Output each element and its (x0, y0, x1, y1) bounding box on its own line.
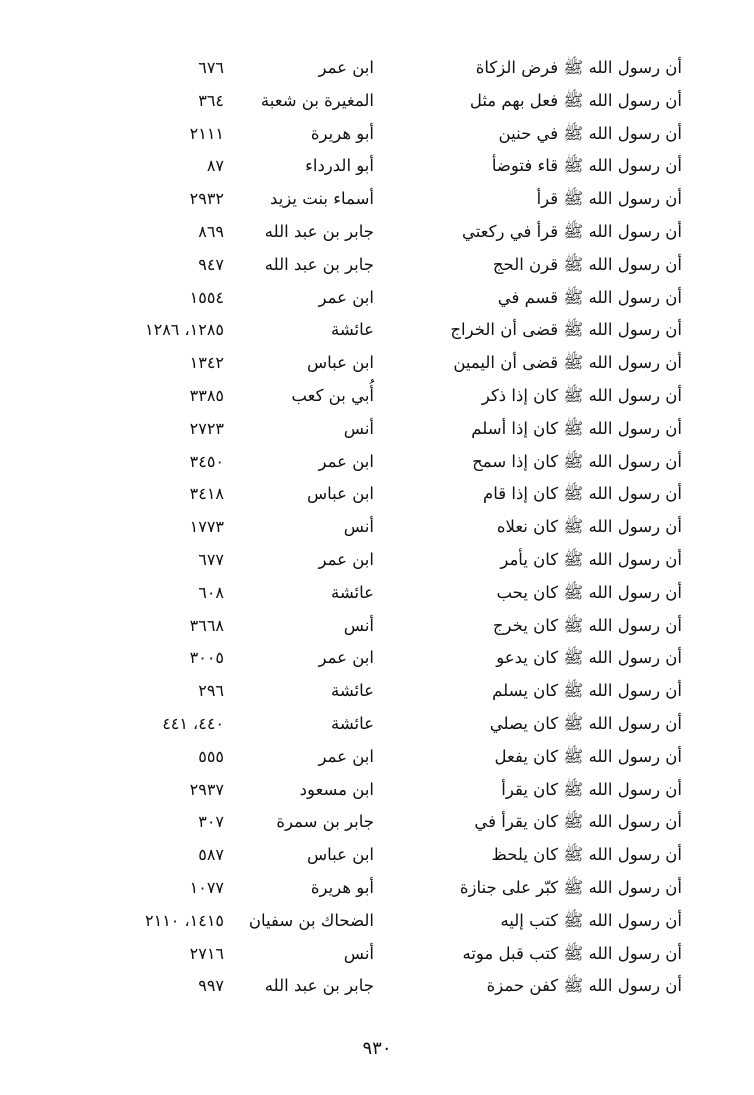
hadith-opening-text: أن رسول الله ﷺ قاء فتوضأ (491, 156, 682, 176)
hadith-opening-text: أن رسول الله ﷺ كان يلحظ (491, 845, 682, 865)
hadith-opening-text: أن رسول الله ﷺ كان يقرأ (501, 779, 682, 799)
index-row (0, 708, 754, 741)
hadith-opening-text: أن رسول الله ﷺ قسم في (497, 287, 682, 307)
hadith-number: ٣٣٨٥ (189, 385, 224, 405)
index-row (0, 544, 754, 577)
index-row (0, 675, 754, 708)
hadith-number: ٢٩٣٢ (189, 189, 224, 209)
hadith-opening-text: أن رسول الله ﷺ كان يدعو (496, 648, 682, 668)
index-row (0, 446, 754, 479)
narrator-name: ابن عمر (318, 287, 374, 307)
narrator-name: أنس (343, 418, 374, 438)
hadith-number: ٣٠٠٥ (189, 648, 224, 668)
index-row (0, 905, 754, 938)
index-row (0, 970, 754, 1003)
hadith-opening-text: أن رسول الله ﷺ قضى أن اليمين (453, 353, 682, 373)
index-row (0, 938, 754, 971)
narrator-name: ابن مسعود (299, 779, 374, 799)
narrator-name: جابر بن عبد الله (264, 254, 374, 274)
index-row (0, 85, 754, 118)
index-row (0, 249, 754, 282)
hadith-opening-text: أن رسول الله ﷺ كبّر على جنازة (459, 877, 682, 897)
hadith-number: ٥٨٧ (198, 845, 224, 865)
index-row (0, 577, 754, 610)
narrator-name: جابر بن عبد الله (264, 976, 374, 996)
index-row (0, 478, 754, 511)
hadith-opening-text: أن رسول الله ﷺ كفن حمزة (486, 976, 682, 996)
hadith-number: ٨٦٩ (198, 221, 224, 241)
hadith-opening-text: أن رسول الله ﷺ كان إذا سمح (472, 451, 682, 471)
narrator-name: ابن عمر (318, 746, 374, 766)
narrator-name: عائشة (330, 320, 374, 340)
hadith-opening-text: أن رسول الله ﷺ قرأ (536, 189, 682, 209)
hadith-number: ٩٩٧ (198, 976, 224, 996)
hadith-opening-text: أن رسول الله ﷺ كان يقرأ في (474, 812, 682, 832)
index-row (0, 314, 754, 347)
narrator-name: ابن عباس (307, 353, 374, 373)
hadith-number: ١٣٤٢ (189, 353, 224, 373)
hadith-number: ٤٤٠، ٤٤١ (162, 713, 224, 733)
hadith-number: ١٢٨٥، ١٢٨٦ (145, 320, 224, 340)
narrator-name: ابن عباس (307, 484, 374, 504)
hadith-opening-text: أن رسول الله ﷺ فرض الزكاة (475, 58, 682, 77)
narrator-name: أبو الدرداء (305, 156, 374, 176)
narrator-name: جابر بن سمرة (276, 812, 374, 832)
narrator-name: ابن عمر (318, 58, 374, 77)
index-row (0, 872, 754, 905)
narrator-name: أُبي بن كعب (291, 385, 374, 405)
hadith-number: ٣٠٧ (198, 812, 224, 832)
hadith-opening-text: أن رسول الله ﷺ كان إذا أسلم (471, 418, 682, 438)
index-row (0, 380, 754, 413)
hadith-opening-text: أن رسول الله ﷺ كان إذا قام (483, 484, 682, 504)
hadith-opening-text: أن رسول الله ﷺ كتب قبل موته (462, 943, 682, 963)
hadith-number: ١٧٧٣ (189, 517, 224, 537)
hadith-opening-text: أن رسول الله ﷺ كان يحب (496, 582, 682, 602)
index-row (0, 806, 754, 839)
narrator-name: أنس (343, 615, 374, 635)
hadith-number: ١٥٥٤ (189, 287, 224, 307)
index-row (0, 52, 754, 85)
narrator-name: ابن عمر (318, 648, 374, 668)
hadith-number: ٣٦٦٨ (189, 615, 224, 635)
index-row (0, 511, 754, 544)
hadith-number: ٣٤١٨ (189, 484, 224, 504)
hadith-opening-text: أن رسول الله ﷺ كان إذا ذكر (481, 385, 682, 405)
hadith-opening-text: أن رسول الله ﷺ كان يسلم (492, 681, 682, 701)
hadith-number: ٨٧ (206, 156, 224, 176)
page-number: ٩٣٠ (362, 1038, 392, 1059)
narrator-name: عائشة (330, 713, 374, 733)
narrator-name: جابر بن عبد الله (264, 221, 374, 241)
index-row (0, 774, 754, 807)
hadith-number: ٦٠٨ (198, 582, 224, 602)
index-row (0, 282, 754, 315)
index-row (0, 150, 754, 183)
hadith-number: ٦٧٧ (198, 549, 224, 569)
hadith-number: ٥٥٥ (198, 746, 224, 766)
narrator-name: أسماء بنت يزيد (270, 189, 374, 209)
narrator-name: ابن عباس (307, 845, 374, 865)
hadith-number: ٢٩٦ (198, 681, 224, 701)
hadith-opening-text: أن رسول الله ﷺ كان يأمر (500, 549, 682, 569)
hadith-number: ٣٦٤ (198, 90, 224, 110)
narrator-name: الضحاك بن سفيان (248, 910, 374, 930)
narrator-name: أبو هريرة (310, 877, 374, 897)
hadith-number: ٢٧٢٣ (189, 418, 224, 438)
hadith-opening-text: أن رسول الله ﷺ فعل بهم مثل (469, 90, 682, 110)
index-row (0, 347, 754, 380)
hadith-opening-text: أن رسول الله ﷺ كان يفعل (494, 746, 682, 766)
narrator-name: ابن عمر (318, 451, 374, 471)
narrator-name: ابن عمر (318, 549, 374, 569)
hadith-number: ٢١١١ (189, 123, 224, 143)
index-row (0, 216, 754, 249)
hadith-index-table (0, 52, 754, 1003)
hadith-opening-text: أن رسول الله ﷺ كان يصلي (489, 713, 682, 733)
hadith-number: ٩٤٧ (198, 254, 224, 274)
hadith-number: ١٤١٥، ٢١١٠ (145, 910, 224, 930)
hadith-opening-text: أن رسول الله ﷺ كتب إليه (500, 910, 682, 930)
hadith-number: ٢٧١٦ (189, 943, 224, 963)
narrator-name: أنس (343, 943, 374, 963)
hadith-number: ٦٧٦ (198, 58, 224, 77)
hadith-opening-text: أن رسول الله ﷺ كان نعلاه (496, 517, 682, 537)
narrator-name: أنس (343, 517, 374, 537)
hadith-number: ١٠٧٧ (189, 877, 224, 897)
hadith-number: ٣٤٥٠ (189, 451, 224, 471)
narrator-name: المغيرة بن شعبة (260, 90, 374, 110)
hadith-opening-text: أن رسول الله ﷺ قرأ في ركعتي (461, 221, 682, 241)
hadith-number: ٢٩٣٧ (189, 779, 224, 799)
hadith-opening-text: أن رسول الله ﷺ قضى أن الخراج (450, 320, 682, 340)
index-row (0, 610, 754, 643)
index-row (0, 642, 754, 675)
hadith-opening-text: أن رسول الله ﷺ كان يخرج (492, 615, 682, 635)
index-row (0, 741, 754, 774)
hadith-opening-text: أن رسول الله ﷺ في حنين (498, 123, 682, 143)
index-row (0, 118, 754, 151)
index-row (0, 839, 754, 872)
hadith-opening-text: أن رسول الله ﷺ قرن الحج (492, 254, 682, 274)
narrator-name: عائشة (330, 681, 374, 701)
index-row (0, 413, 754, 446)
index-row (0, 183, 754, 216)
narrator-name: أبو هريرة (310, 123, 374, 143)
narrator-name: عائشة (330, 582, 374, 602)
